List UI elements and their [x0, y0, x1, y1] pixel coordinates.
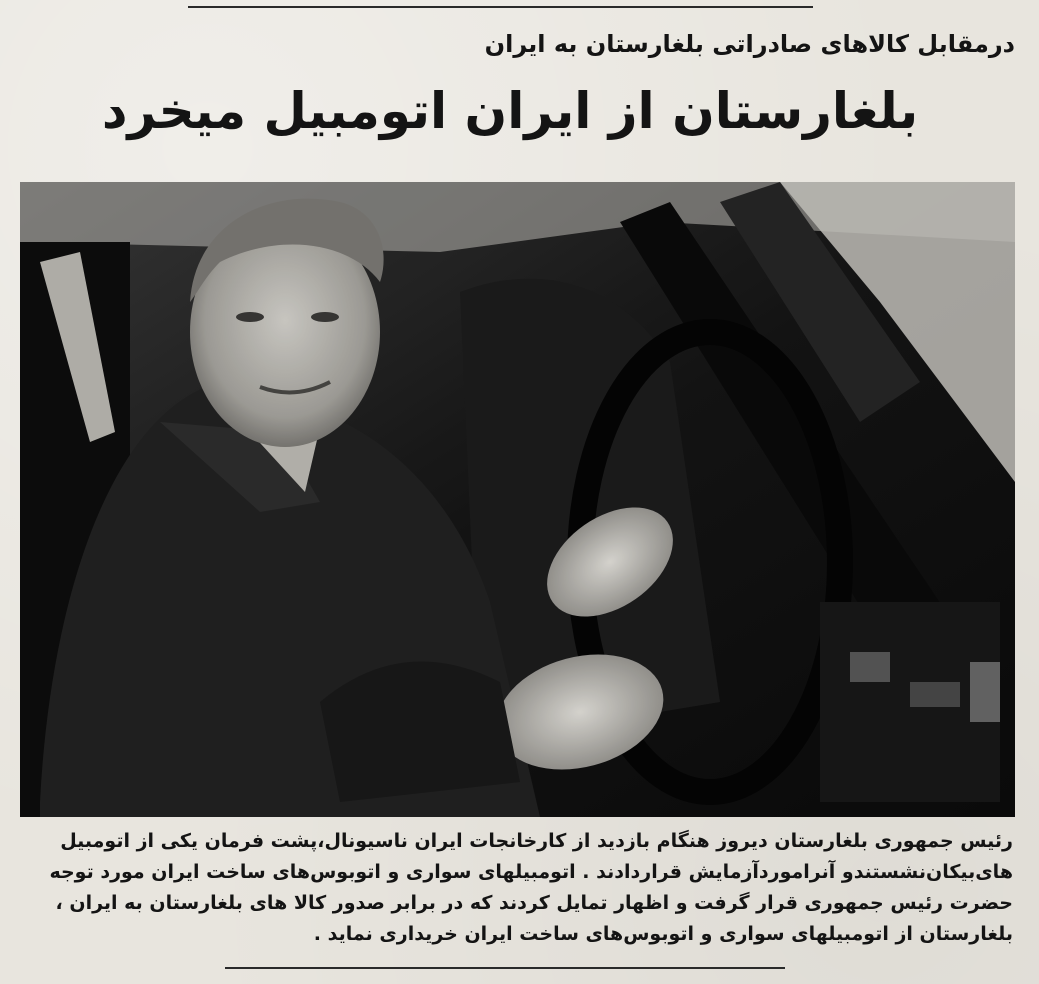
- caption-line: بلغارستان از اتومبیلهای سواری و اتوبوس‌های ساخت ایران خریداری نماید .: [313, 923, 1013, 945]
- caption-line: رئیس جمهوری بلغارستان دیروز هنگام بازدید از کارخانجات ایران ناسیونال،پشت فرمان یکی از اتومبیل: [60, 830, 1013, 852]
- article-headline: بلغارستان از ایران اتومبیل میخرد: [101, 82, 919, 140]
- top-rule: [188, 6, 813, 8]
- photo-illustration: [20, 182, 1015, 817]
- caption-line: حضرت رئیس جمهوری قرار گرفت و اظهار تمایل کردند که در برابر صدور کالا های بلغارستان به ایران ،: [55, 892, 1013, 914]
- photo-caption: [38, 826, 1013, 950]
- news-photo: [20, 182, 1015, 817]
- article-kicker: درمقابل کالاهای صادراتی بلغارستان به ایران: [484, 30, 1015, 58]
- bottom-rule: [225, 967, 785, 969]
- caption-line: های‌بیکان‌نشستند‌و آنرامورد‌آزمایش قراردادند . اتومبیلهای سواری و اتوبوس‌های ساخت ایران مورد توجه: [49, 861, 1013, 883]
